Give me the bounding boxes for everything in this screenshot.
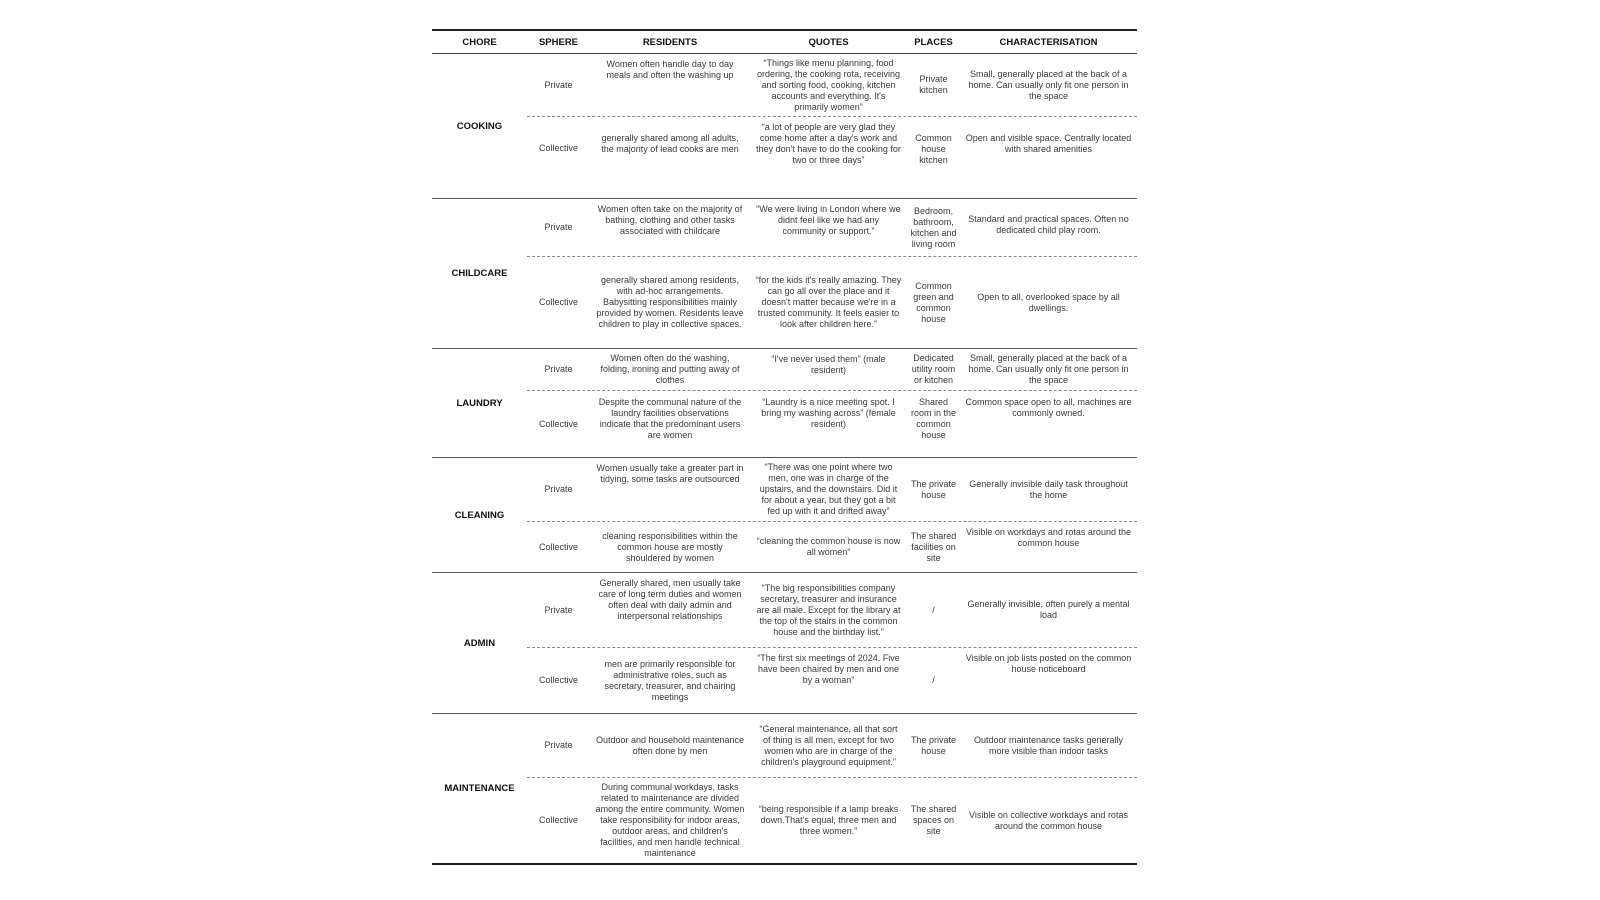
table-row (527, 521, 1137, 572)
characterisation-cell: Open to all, overlooked space by all dwellings. (977, 291, 1120, 313)
characterisation-cell: Generally invisible, often purely a mental load (967, 599, 1130, 620)
places-cell: The private house (910, 478, 957, 500)
places-cell: / (932, 675, 935, 685)
quote-cell: “The big responsibilities company secretary, treasurer and insurance are all male. Except for the library at the top of the stairs in the common house and the birthday list.” (756, 582, 901, 637)
header-places: PLACES (914, 36, 953, 48)
chore-label: LAUNDRY (456, 397, 503, 409)
header-residents: RESIDENTS (642, 36, 698, 48)
group-cooking (432, 54, 1137, 198)
places-cell: The shared facilities on site (910, 530, 957, 563)
sphere-cell: Private (544, 740, 573, 750)
characterisation-cell: Visible on job lists posted on the common house noticeboard (965, 653, 1132, 674)
residents-cell: Women often take on the majority of bathing, clothing and other tasks associated with childcare (597, 204, 743, 236)
chore-label: MAINTENANCE (444, 783, 515, 794)
residents-cell: During communal workdays, tasks related to maintenance are divided among the entire community. Women take responsibility for indoor areas, outdoor areas, and children's facilities, and men handle technical maintenance (595, 782, 745, 858)
table-row (527, 458, 1137, 521)
places-cell: Common green and common house (913, 280, 954, 324)
table-row (527, 714, 1137, 777)
places-cell: The shared spaces on site (910, 804, 957, 836)
sphere-cell: Collective (538, 297, 578, 307)
sphere-cell: Private (544, 604, 573, 615)
header-chore: CHORE (462, 36, 497, 48)
places-cell: Dedicated utility room or kitchen (911, 353, 956, 385)
sphere-cell: Private (544, 364, 573, 374)
chore-label: COOKING (456, 120, 503, 132)
table-row (527, 647, 1137, 713)
table-row (527, 54, 1137, 116)
table-row (527, 390, 1137, 457)
quote-cell: “We were living in London where we didnt feel like we had any community or support.” (756, 204, 901, 236)
residents-cell: Outdoor and household maintenance often done by men (595, 734, 745, 756)
table-row (527, 777, 1137, 863)
characterisation-cell: Visible on workdays and rotas around the common house (966, 527, 1131, 548)
sphere-cell: Collective (538, 541, 578, 552)
characterisation-cell: Visible on collective workdays and rotas around the common house (969, 809, 1128, 831)
places-cell: Shared room in the common house (910, 397, 957, 440)
residents-cell: Despite the communal nature of the laundry facilities observations indicate that the predominant users are women (598, 397, 742, 440)
table-row (527, 116, 1137, 198)
chores-table (432, 29, 1137, 865)
quote-cell: “being responsible if a lamp breaks down.That's equal, three men and three women.” (758, 804, 899, 836)
residents-cell: men are primarily responsible for administrative roles, such as secretary, treasurer, and chairing meetings (604, 658, 736, 702)
sphere-cell: Collective (538, 815, 578, 825)
header-sphere: SPHERE (538, 36, 579, 48)
residents-cell: cleaning responsibilities within the common house are mostly shouldered by women (602, 530, 738, 563)
table-row (527, 573, 1137, 647)
residents-cell: Women often do the washing, folding, ironing and putting away of clothes (600, 353, 740, 385)
characterisation-cell: Common space open to all, machines are commonly owned. (965, 397, 1132, 418)
characterisation-cell: Outdoor maintenance tasks generally more visible than indoor tasks (973, 734, 1124, 756)
group-maintenance (432, 713, 1137, 863)
residents-cell: generally shared among all adults, the majority of lead cooks are men (601, 133, 739, 154)
places-cell: Common house kitchen (915, 133, 952, 165)
sphere-cell: Private (544, 484, 573, 494)
group-admin (432, 572, 1137, 713)
table-header (432, 31, 1137, 54)
places-cell: Private kitchen (919, 74, 948, 95)
table-row (527, 199, 1137, 256)
sphere-cell: Private (544, 79, 573, 90)
group-cleaning (432, 457, 1137, 572)
quote-cell: “cleaning the common house is now all women” (756, 536, 901, 557)
characterisation-cell: Small, generally placed at the back of a home. Can usually only fit one person in the space (968, 68, 1129, 101)
chore-label: CHILDCARE (451, 268, 508, 279)
residents-cell: Women usually take a greater part in tidying, some tasks are outsourced (596, 463, 744, 484)
quote-cell: “I've never used them” (male resident) (771, 354, 886, 375)
group-childcare (432, 198, 1137, 348)
characterisation-cell: Generally invisible daily task throughout the home (969, 478, 1128, 500)
residents-cell: Women often handle day to day meals and often the washing up (606, 59, 734, 80)
quote-cell: “a lot of people are very glad they come home after a day's work and they don't have to do the cooking for two or three days” (756, 122, 901, 165)
quote-cell: “General maintenance, all that sort of thing is all men, except for two women who are in charge of the children's playground equipment.” (759, 723, 898, 767)
quote-cell: “There was one point where two men, one was in charge of the upstairs, and the downstairs. Did it for about a year, but they got a bit fed up with it and drifted away” (759, 462, 898, 516)
places-cell: / (932, 604, 935, 615)
sphere-cell: Collective (538, 418, 578, 429)
quote-cell: “for the kids it's really amazing. They can go all over the place and it doesn't matter because we're in a trusted community. It feels easier to look after children here.” (755, 275, 902, 329)
places-cell: Bedroom, bathroom, kitchen and living room (910, 205, 957, 249)
characterisation-cell: Standard and practical spaces. Often no dedicated child play room. (968, 214, 1129, 235)
quote-cell: “Things like menu planning, food ordering, the cooking rota, receiving and sorting food, cooking, kitchen accounts and everything. It's primarily women” (756, 57, 901, 112)
table-row (527, 349, 1137, 390)
places-cell: The private house (910, 734, 957, 756)
characterisation-cell: Open and visible space. Centrally located with shared amenities (965, 133, 1132, 154)
characterisation-cell: Small, generally placed at the back of a home. Can usually only fit one person in the space (968, 353, 1129, 385)
sphere-cell: Collective (538, 143, 578, 153)
sphere-cell: Private (544, 222, 573, 232)
chore-label: CLEANING (454, 509, 505, 521)
quote-cell: “The first six meetings of 2024. Five have been chaired by men and one by a woman” (757, 653, 900, 685)
group-laundry (432, 348, 1137, 457)
header-characterisation: CHARACTERISATION (999, 36, 1098, 48)
quote-cell: “Laundry is a nice meeting spot. I bring my washing across” (female resident) (761, 397, 896, 429)
sphere-cell: Collective (538, 675, 578, 685)
table-row (527, 256, 1137, 348)
header-quotes: QUOTES (808, 36, 849, 48)
chore-label: ADMIN (463, 637, 496, 649)
residents-cell: Generally shared, men usually take care of long term duties and women often deal with daily admin and interpersonal relationships (598, 578, 742, 621)
residents-cell: generally shared among residents, with ad-hoc arrangements. Babysitting responsibilities mainly provided by women. Residents leave children to play in collective spaces. (596, 275, 744, 329)
